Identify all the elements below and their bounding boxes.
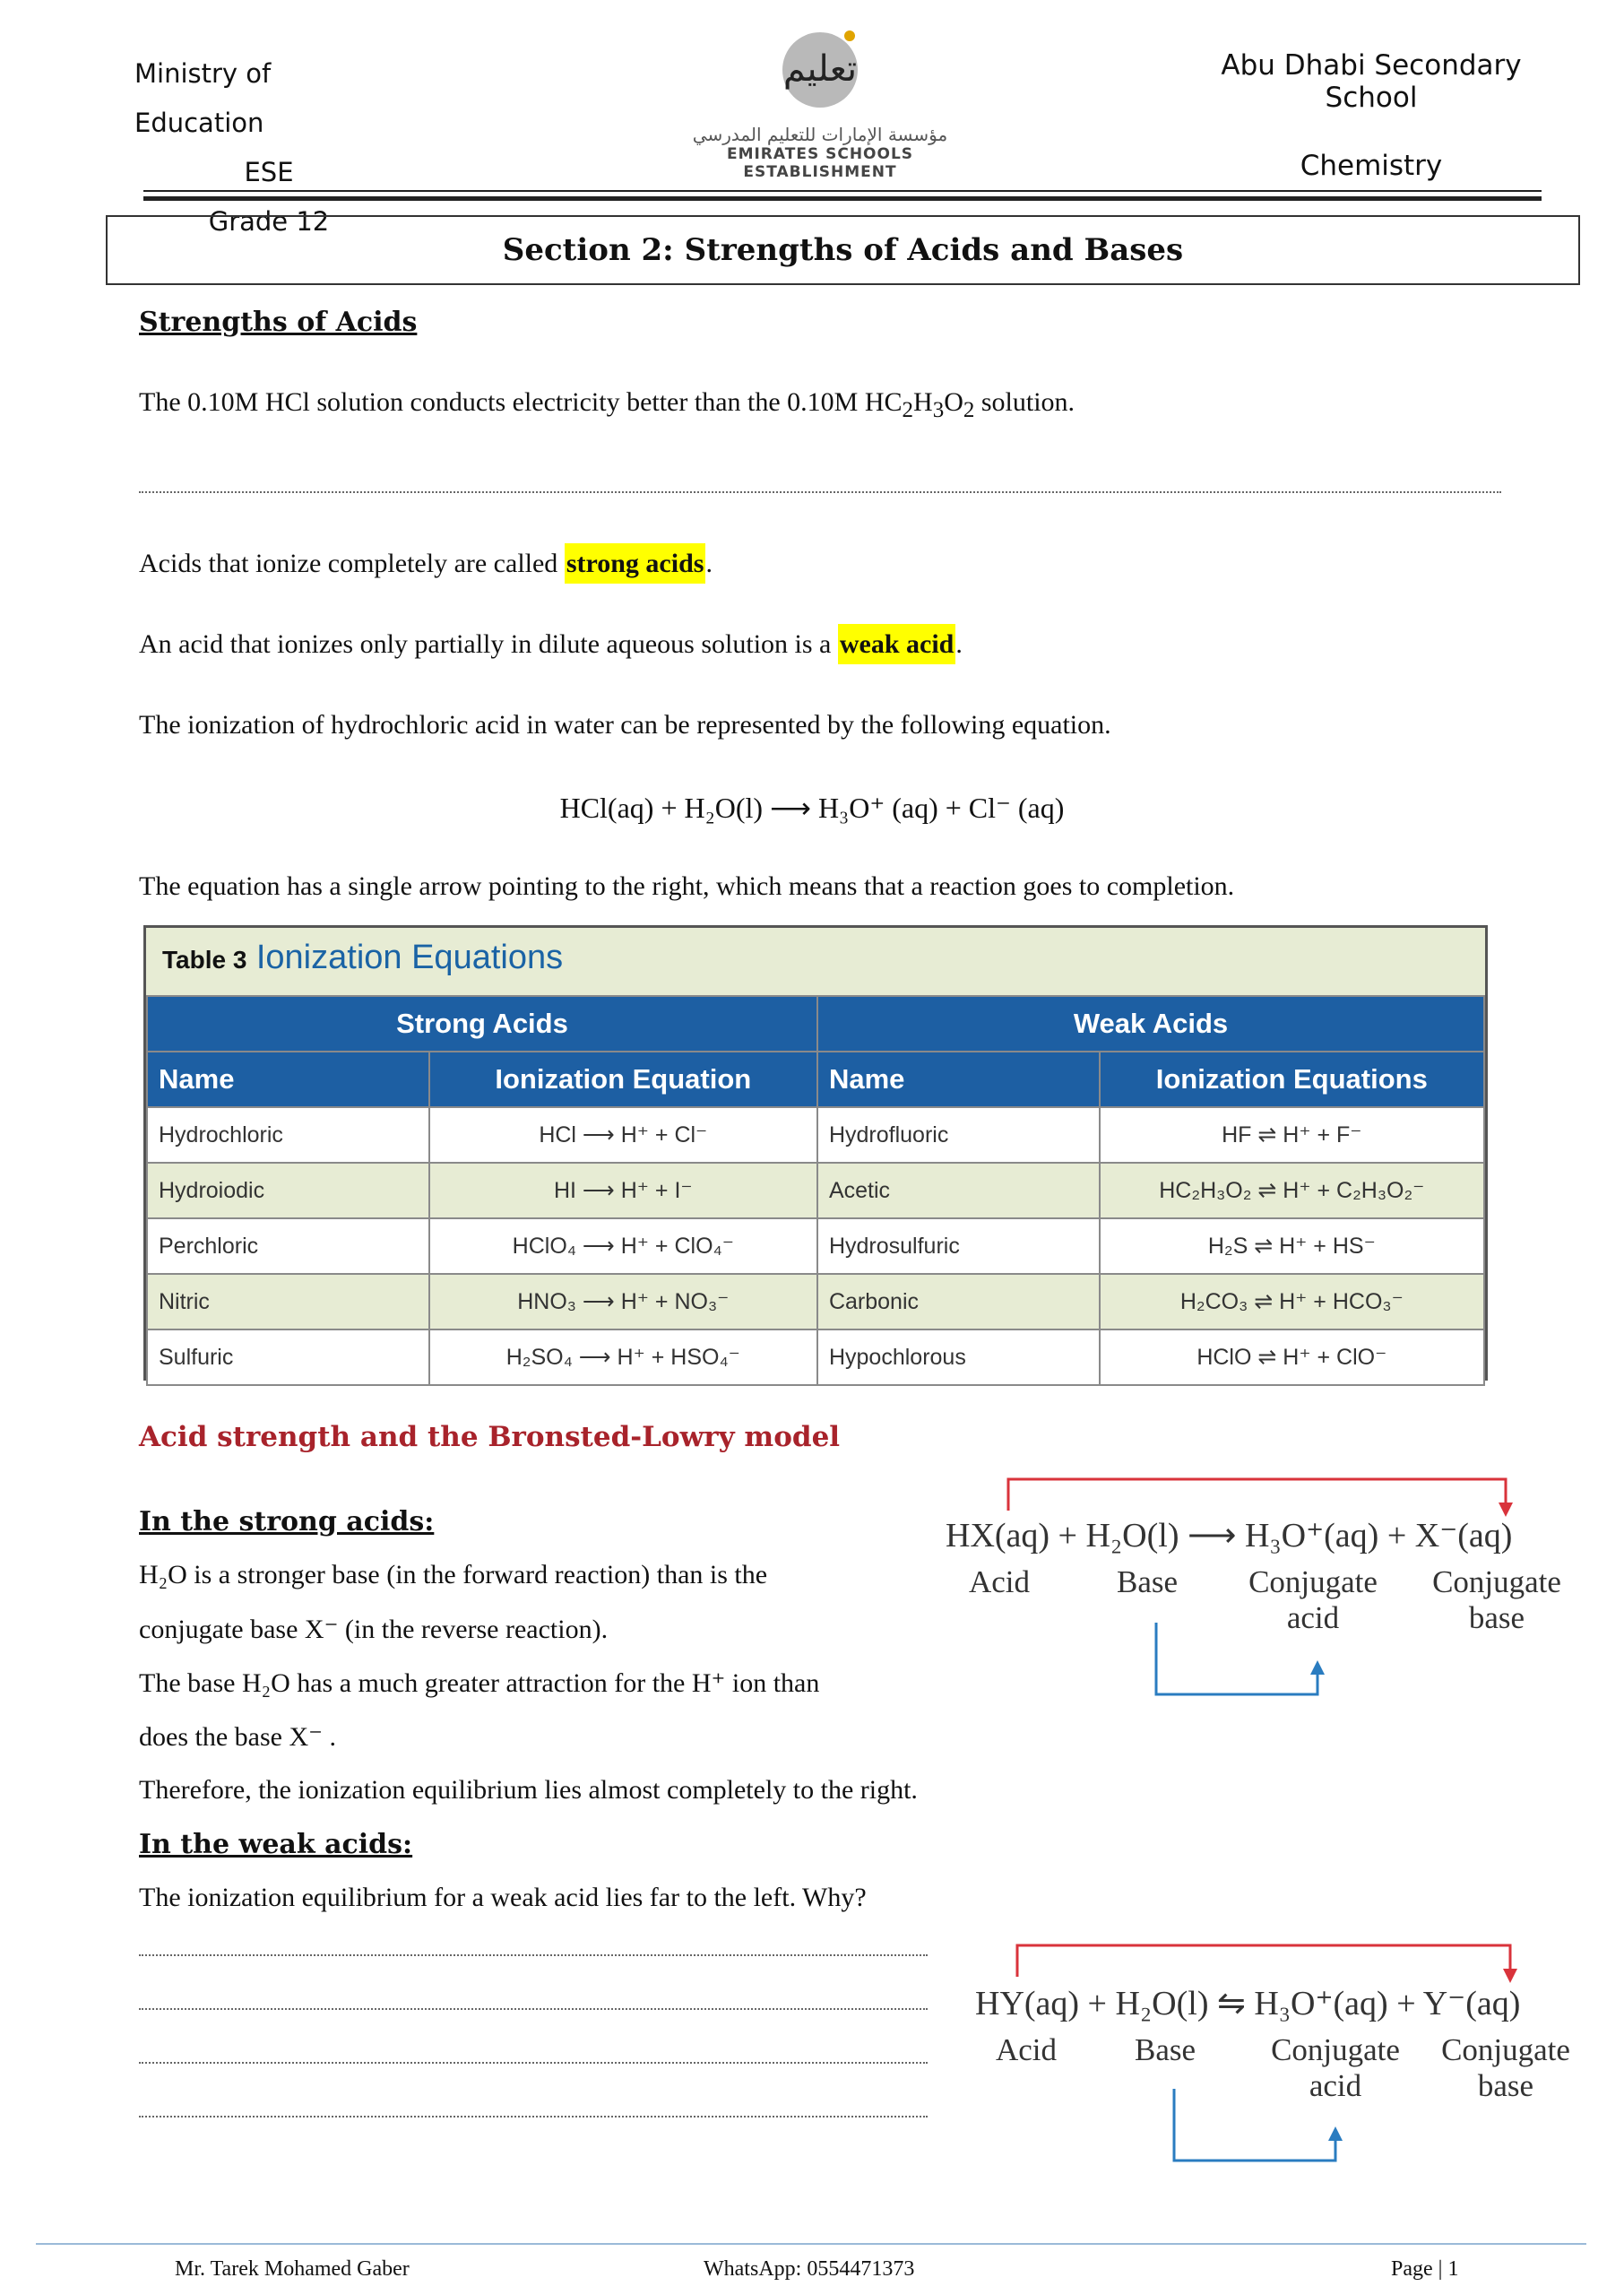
blue-arrowhead-icon [1310, 1660, 1325, 1675]
strong-acid-name: Sulfuric [147, 1329, 429, 1385]
weak-acid-equation: HC₂H₃O₂ ⇌ H⁺ + C₂H₃O₂⁻ [1100, 1163, 1484, 1218]
strengths-heading: Strengths of Acids [139, 307, 418, 338]
strong-line-2: conjugate base X⁻ (in the reverse reaction). [139, 1615, 609, 1644]
strong-acids-heading: In the strong acids: [139, 1506, 435, 1537]
ese-label: ESE [244, 157, 294, 187]
strong-acid-equation: H₂SO₄ ⟶ H⁺ + HSO₄⁻ [429, 1329, 817, 1385]
weak-acid-name: Hydrofluoric [817, 1107, 1100, 1163]
school-logo [663, 18, 977, 181]
grade-label: Grade 12 [208, 206, 330, 237]
weak-acid-name: Carbonic [817, 1274, 1100, 1329]
strong-acid-equation: HClO₄ ⟶ H⁺ + ClO₄⁻ [429, 1218, 817, 1274]
weak-acid-name: Acetic [817, 1163, 1100, 1218]
strong-acid-name: Perchloric [147, 1218, 429, 1274]
p3-end: . [955, 629, 963, 659]
strong-acid-equation: HI ⟶ H⁺ + I⁻ [429, 1163, 817, 1218]
table-row [147, 1163, 1484, 1218]
strong-acid-name: Hydroiodic [147, 1163, 429, 1218]
strong-acid-name: Hydrochloric [147, 1107, 429, 1163]
weak-acid-equation-text: HY(aq) + H₂O(l) ⇋ H₃O⁺(aq) + Y⁻(aq) [975, 1985, 1521, 2022]
col-name-strong: Name [147, 1052, 429, 1107]
label-conjugate-acid [1232, 1564, 1394, 1636]
paragraph-conductivity [139, 387, 1075, 423]
p1-sub-2: 3 [932, 398, 945, 422]
table-row [147, 1329, 1484, 1385]
p3-text: An acid that ionizes only partially in dilute aqueous solution is a [139, 629, 838, 659]
strong-acids-highlight: strong acids [565, 543, 706, 584]
footer-whatsapp: WhatsApp: 0554471373 [704, 2257, 915, 2281]
p1-sub-1: 2 [902, 398, 914, 422]
p2-end: . [705, 549, 713, 578]
label-conjugate-acid [1255, 2032, 1416, 2104]
school-name: Abu Dhabi Secondary School [1221, 49, 1522, 114]
strong-line-3: The base H₂O has a much greater attraction for the H⁺ ion than [139, 1668, 820, 1698]
p2-text: Acids that ionize completely are called [139, 549, 565, 578]
logo-english-text: EMIRATES SCHOOLS ESTABLISHMENT [726, 145, 914, 181]
col-eq-weak: Ionization Equations [1100, 1052, 1484, 1107]
table-row [147, 1218, 1484, 1274]
table-title: Ionization Equations [255, 939, 564, 976]
strong-acid-equation: HNO₃ ⟶ H⁺ + NO₃⁻ [429, 1274, 817, 1329]
paragraph-ionization: The ionization of hydrochloric acid in water can be represented by the following equation. [139, 710, 1111, 740]
logo-emblem-icon [771, 18, 869, 117]
conj-acid-line2: acid [1286, 1600, 1340, 1635]
strong-acid-name: Nitric [147, 1274, 429, 1329]
ministry-label: Ministry of Education [134, 58, 272, 138]
table-label: Table 3 [162, 946, 247, 974]
subject-name: Chemistry [1300, 150, 1443, 182]
p1-text-a: The 0.10M HCl solution conducts electricity better than the 0.10M HC [139, 387, 903, 417]
p1-text-c: O [944, 387, 963, 417]
conj-acid-line1: Conjugate [1248, 1564, 1378, 1599]
weak-acid-highlight: weak acid [838, 624, 956, 664]
footer-author: Mr. Tarek Mohamed Gaber [175, 2257, 410, 2281]
weak-acid-equation: HClO ⇌ H⁺ + ClO⁻ [1100, 1329, 1484, 1385]
ionization-table-grid [146, 995, 1485, 1386]
conj-base-line1: Conjugate [1432, 1564, 1561, 1599]
conj-base-line1: Conjugate [1441, 2032, 1570, 2067]
weak-acid-equation: H₂S ⇌ H⁺ + HS⁻ [1100, 1218, 1484, 1274]
conj-base-line2: base [1477, 2068, 1534, 2103]
strong-acid-equation: HCl ⟶ H⁺ + Cl⁻ [429, 1107, 817, 1163]
logo-arabic-text: مؤسسة الإمارات للتعليم المدرسي [692, 124, 948, 145]
weak-line-1: The ionization equilibrium for a weak acid lies far to the left. Why? [139, 1883, 867, 1912]
table-caption [162, 939, 563, 977]
strong-line-5: Therefore, the ionization equilibrium lies almost completely to the right. [139, 1775, 918, 1805]
conj-base-line2: base [1468, 1600, 1525, 1635]
conj-acid-line2: acid [1309, 2068, 1362, 2103]
answer-line [139, 2116, 928, 2117]
answer-line [139, 491, 1501, 493]
blue-arrowhead-icon [1328, 2126, 1343, 2141]
ionization-table [143, 925, 1488, 1381]
footer-page-number: Page | 1 [1391, 2257, 1459, 2281]
group-strong-acids: Strong Acids [147, 996, 817, 1052]
strong-acid-equation-text: HX(aq) + H₂O(l) ⟶ H₃O⁺(aq) + X⁻(aq) [946, 1517, 1513, 1555]
strong-line-4: does the base X⁻ . [139, 1722, 336, 1752]
table-group-header [147, 996, 1484, 1052]
section-title: Section 2: Strengths of Acids and Bases [106, 215, 1580, 285]
footer-divider [36, 2243, 1586, 2245]
answer-line [139, 2008, 928, 2010]
label-acid: Acid [995, 2032, 1058, 2067]
p1-text-b: H [913, 387, 933, 417]
label-acid: Acid [968, 1564, 1031, 1599]
p1-text-d: solution. [974, 387, 1075, 417]
hcl-equation: HCl(aq) + H₂O(l) ⟶ H₃O⁺ (aq) + Cl⁻ (aq) [559, 792, 1065, 824]
weak-acids-heading: In the weak acids: [139, 1829, 413, 1860]
red-arrow-line [1008, 1479, 1506, 1511]
table-row [147, 1107, 1484, 1163]
strong-line-1: H₂O is a stronger base (in the forward reaction) than is the [139, 1560, 768, 1589]
paragraph-strong-acids [139, 549, 713, 579]
header-divider [143, 190, 1542, 192]
p1-sub-3: 2 [963, 398, 975, 422]
paragraph-weak-acid [139, 629, 963, 660]
header-divider-thick [143, 196, 1542, 201]
weak-acid-equation: HF ⇌ H⁺ + F⁻ [1100, 1107, 1484, 1163]
weak-acid-name: Hypochlorous [817, 1329, 1100, 1385]
bronsted-lowry-heading: Acid strength and the Bronsted-Lowry model [139, 1421, 841, 1453]
label-conjugate-base [1416, 1564, 1577, 1636]
paragraph-single-arrow: The equation has a single arrow pointing to the right, which means that a reaction goes to completion. [139, 871, 1235, 901]
red-arrow-line [1017, 1945, 1510, 1977]
label-base: Base [1134, 2032, 1196, 2067]
weak-acid-name: Hydrosulfuric [817, 1218, 1100, 1274]
label-base: Base [1116, 1564, 1179, 1599]
answer-line [139, 1954, 928, 1956]
label-conjugate-base [1425, 2032, 1586, 2104]
table-row [147, 1274, 1484, 1329]
header-right [1174, 49, 1568, 182]
col-name-weak: Name [817, 1052, 1100, 1107]
group-weak-acids: Weak Acids [817, 996, 1484, 1052]
conj-acid-line1: Conjugate [1271, 2032, 1400, 2067]
table-column-header [147, 1052, 1484, 1107]
logo-mark: تعليم [782, 48, 858, 90]
col-eq-strong: Ionization Equation [429, 1052, 817, 1107]
weak-acid-equation: H₂CO₃ ⇌ H⁺ + HCO₃⁻ [1100, 1274, 1484, 1329]
answer-line [139, 2062, 928, 2064]
red-arrowhead-icon [1503, 1969, 1517, 1983]
